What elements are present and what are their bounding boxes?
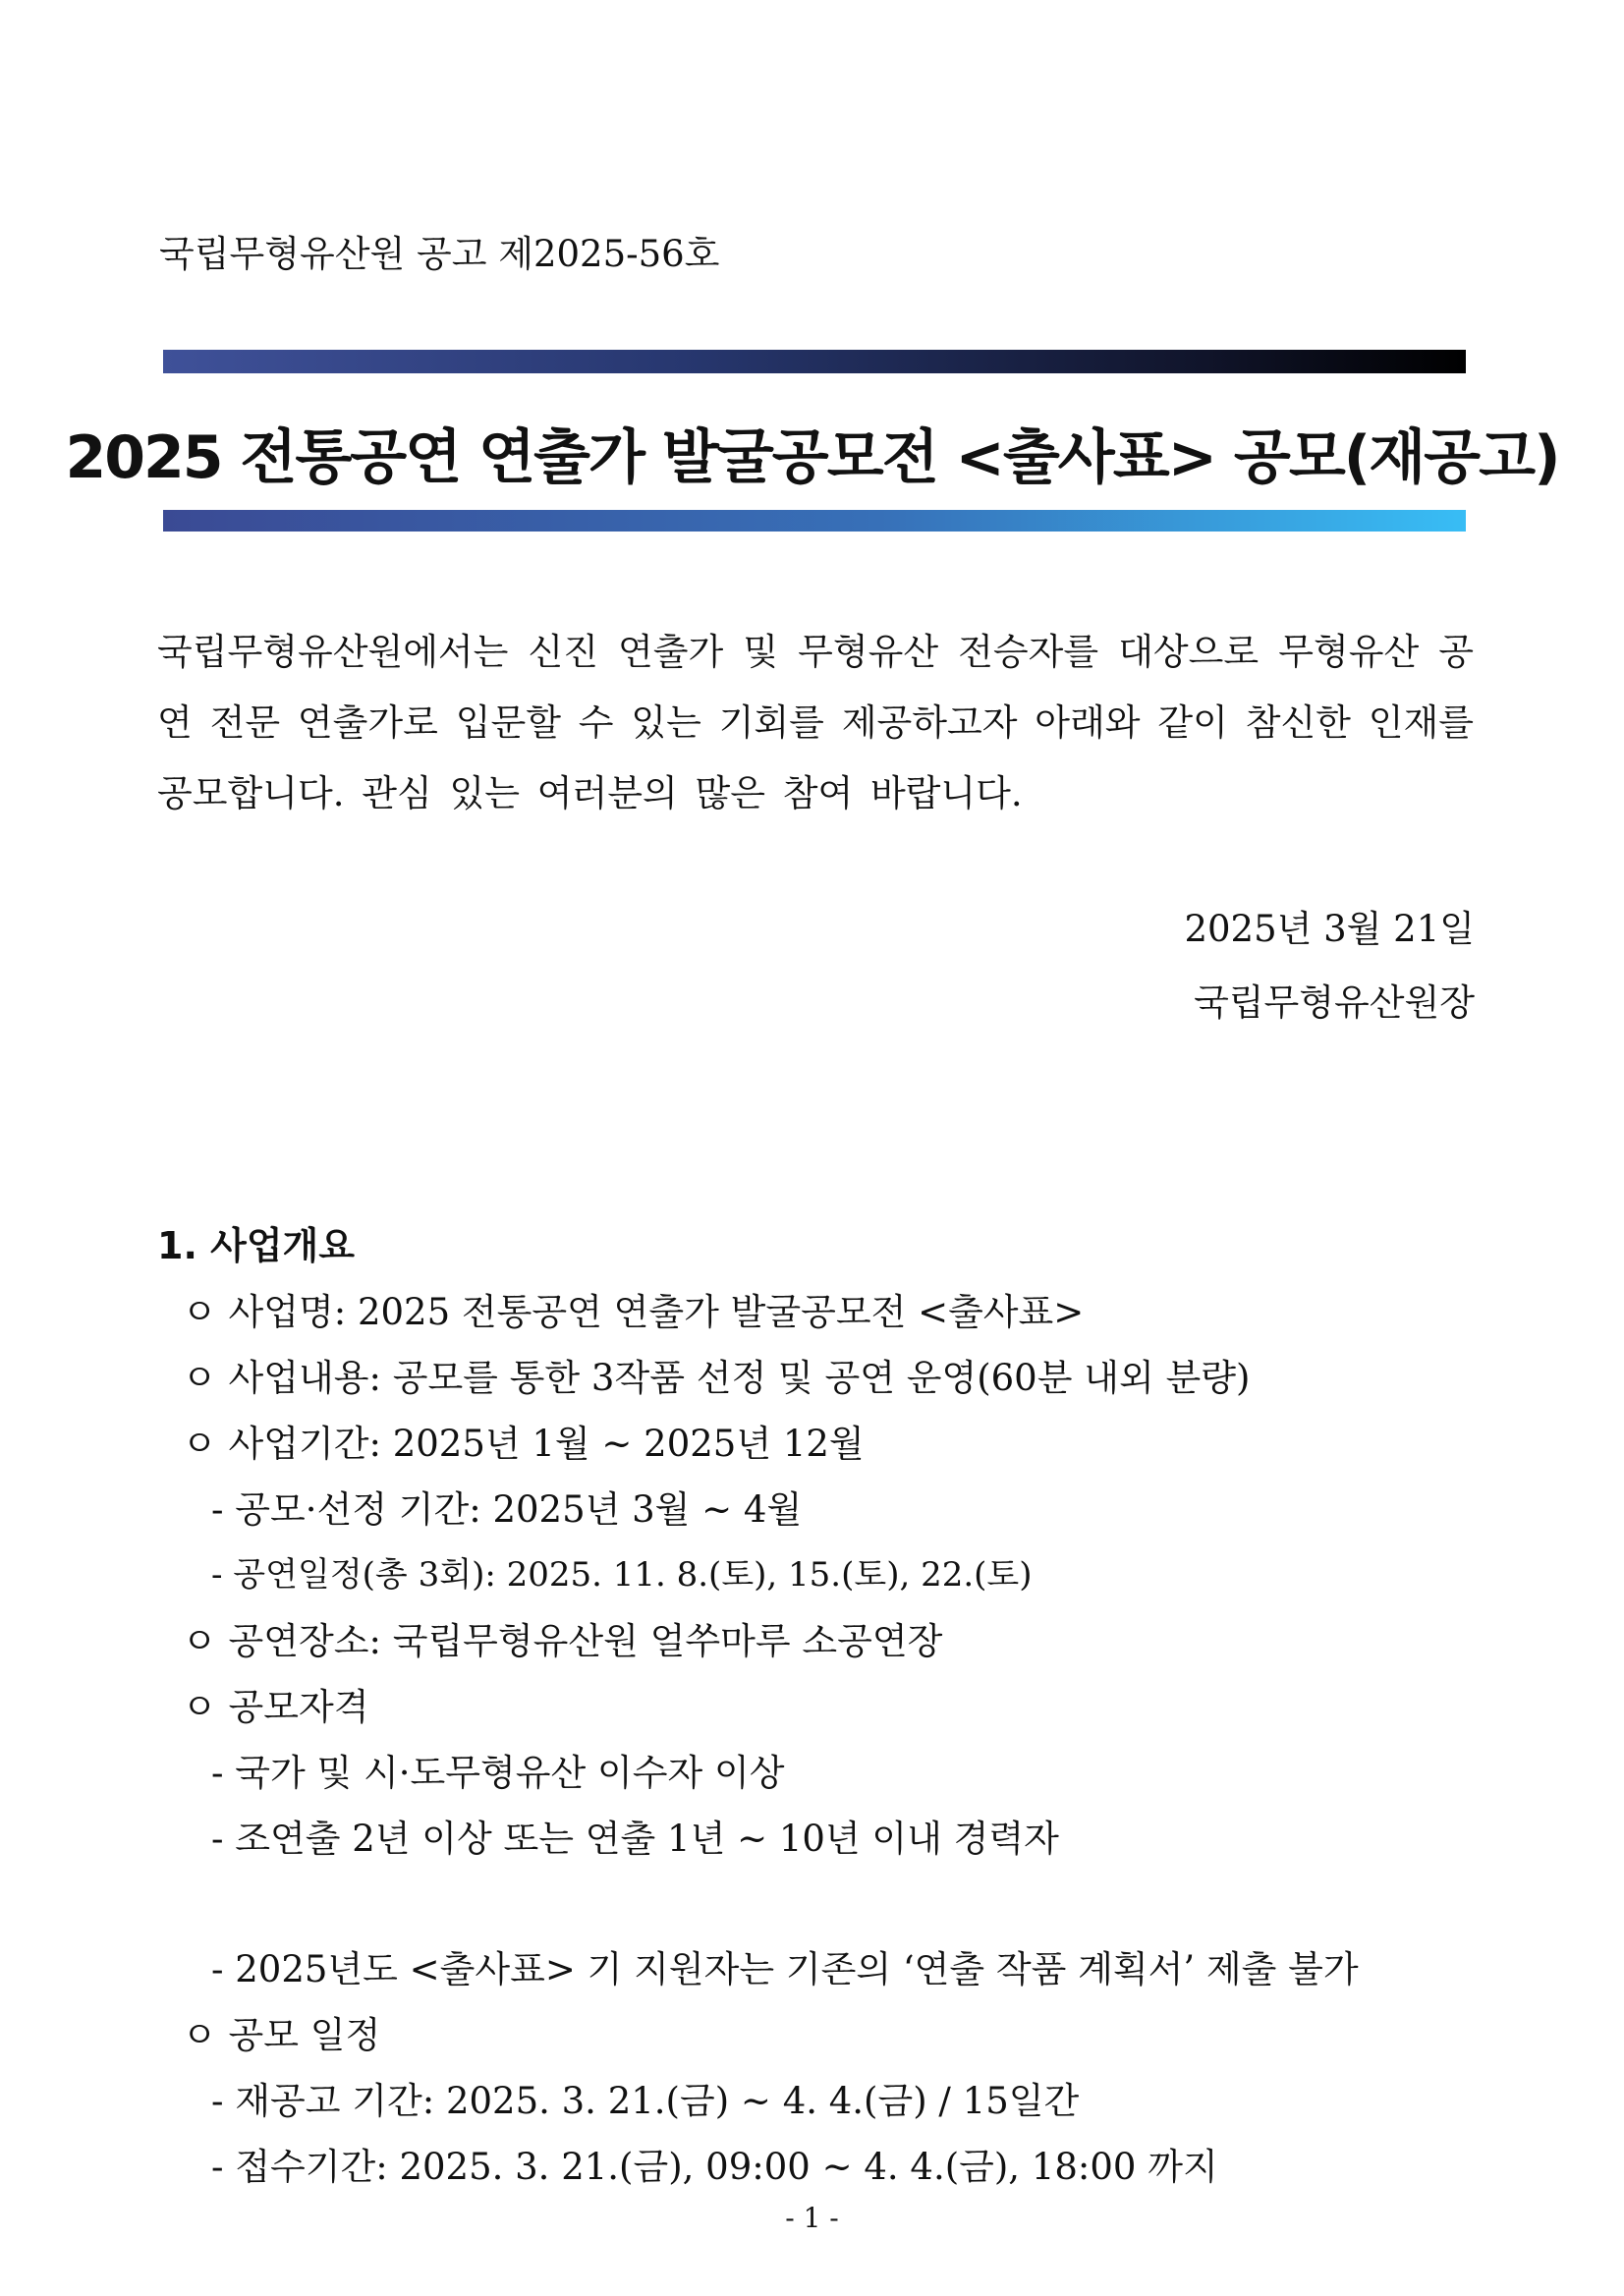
notice-date: 2025년 3월 21일 xyxy=(1184,908,1475,950)
title-bar-top xyxy=(163,350,1466,373)
sub-item-eligibility-holder: - 국가 및 시·도무형유산 이수자 이상 xyxy=(211,1752,785,1794)
list-item-project-content: ㅇ 사업내용: 공모를 통한 3작품 선정 및 공연 운영(60분 내외 분량) xyxy=(182,1357,1251,1399)
list-item-project-period: ㅇ 사업기간: 2025년 1월 ~ 2025년 12월 xyxy=(182,1423,865,1465)
intro-paragraph: 국립무형유산원에서는 신진 연출가 및 무형유산 전승자를 대상으로 무형유산 공연 전문 연출가로 입문할 수 있는 기회를 제공하고자 아래와 같이 참신한 인재를 공모합니다. 관심 있는 여러분의 많은 참여 바랍니다. xyxy=(157,631,1474,814)
list-item-schedule: ㅇ 공모 일정 xyxy=(182,2014,381,2056)
list-item-eligibility: ㅇ 공모자격 xyxy=(182,1686,369,1728)
sub-item-performance-schedule: - 공연일정(총 3회): 2025. 11. 8.(토), 15.(토), 22.(토) xyxy=(211,1555,1033,1595)
sub-item-selection-period: - 공모·선정 기간: 2025년 3월 ~ 4월 xyxy=(211,1488,803,1531)
sub-item-previous-applicants: - 2025년도 <출사표> 기 지원자는 기존의 ‘연출 작품 계획서’ 제출 불가 xyxy=(211,1948,1359,1990)
section-title: 1. 사업개요 xyxy=(157,1224,355,1267)
sub-item-reannouncement-period: - 재공고 기간: 2025. 3. 21.(금) ~ 4. 4.(금) / 15일간 xyxy=(211,2080,1080,2122)
sub-item-eligibility-career: - 조연출 2년 이상 또는 연출 1년 ~ 10년 이내 경력자 xyxy=(211,1818,1059,1860)
notice-number: 국립무형유산원 공고 제2025-56호 xyxy=(159,233,720,275)
notice-issuer: 국립무형유산원장 xyxy=(1194,981,1475,1024)
list-item-venue: ㅇ 공연장소: 국립무형유산원 얼쑤마루 소공연장 xyxy=(182,1620,943,1662)
document-title: 2025 전통공연 연출가 발굴공모전 <출사표> 공모(재공고) xyxy=(65,423,1559,492)
page-number: - 1 - xyxy=(785,2202,839,2234)
sub-item-application-period: - 접수기간: 2025. 3. 21.(금), 09:00 ~ 4. 4.(금), 18:00 까지 xyxy=(211,2146,1218,2188)
title-bar-bottom xyxy=(163,510,1466,532)
list-item-project-name: ㅇ 사업명: 2025 전통공연 연출가 발굴공모전 <출사표> xyxy=(182,1291,1085,1333)
